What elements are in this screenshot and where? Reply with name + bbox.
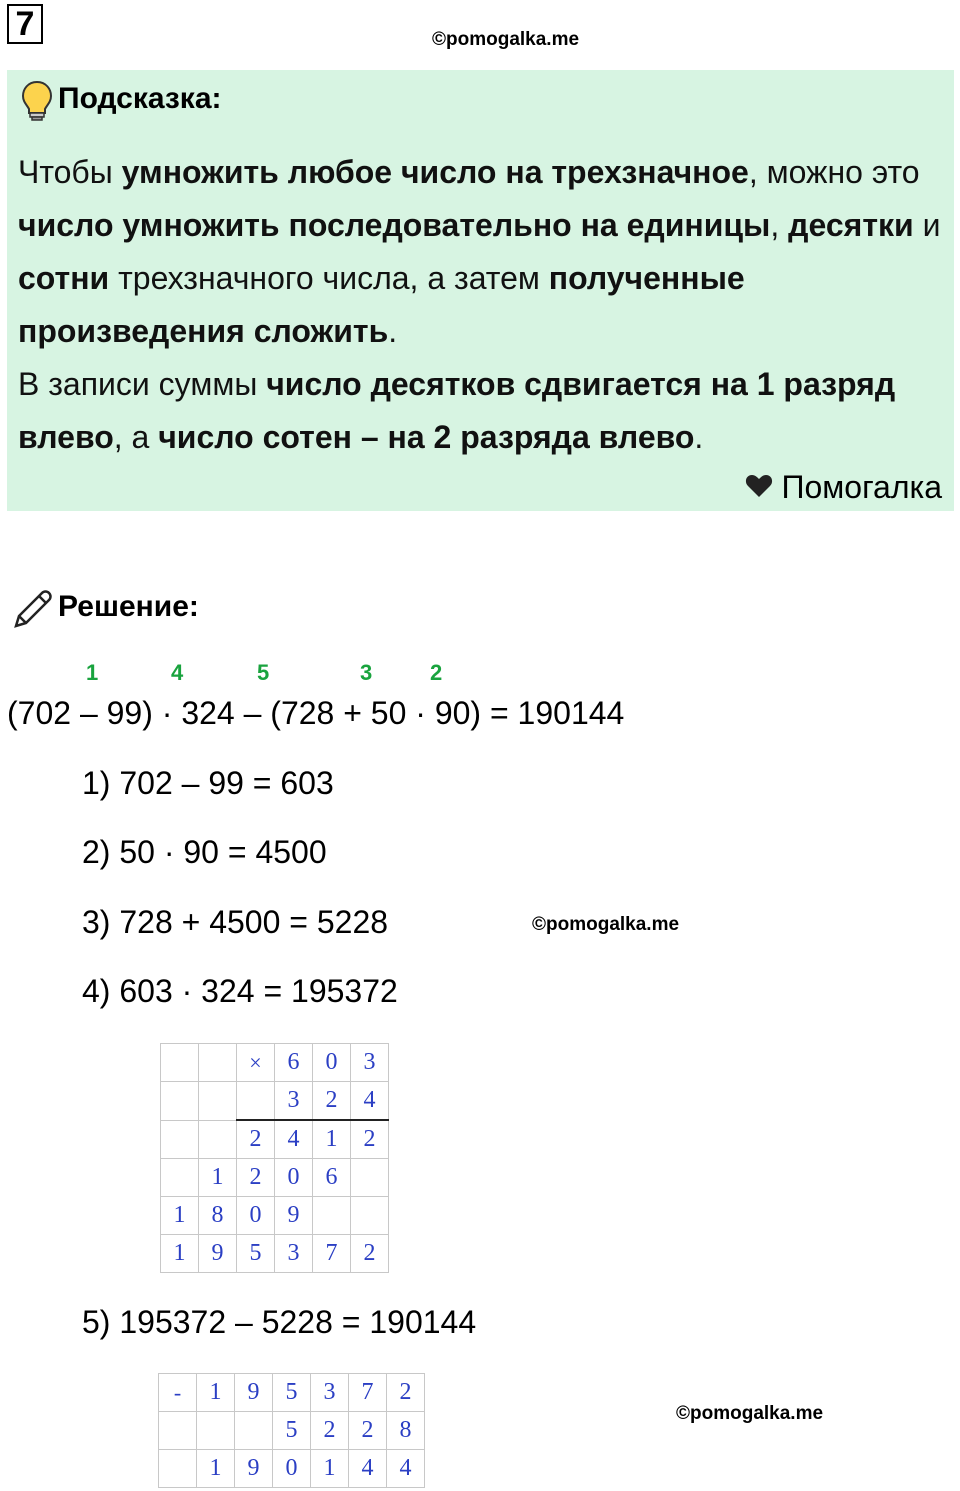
grid-cell: 4: [351, 1082, 389, 1121]
grid-cell: 3: [351, 1044, 389, 1082]
grid-cell: 0: [275, 1159, 313, 1197]
hint-run: .: [388, 313, 398, 349]
grid-cell: 2: [311, 1412, 349, 1450]
grid-cell: 1: [313, 1120, 351, 1159]
hint-run: число умножить последовательно на единицы: [18, 207, 771, 243]
grid-row: [161, 1082, 389, 1121]
hint-run: Чтобы: [18, 154, 122, 190]
order-mark-1: 1: [86, 660, 99, 685]
grid-row: [159, 1374, 425, 1412]
step-1: 1) 702 – 99 = 603: [82, 765, 334, 801]
hint-paragraph-2: [18, 358, 943, 464]
grid-cell: 2: [387, 1374, 425, 1412]
grid-cell: -: [159, 1374, 197, 1412]
grid-cell: 1: [311, 1450, 349, 1488]
grid-cell: 3: [275, 1082, 313, 1121]
watermark-middle: ©pomogalka.me: [532, 914, 680, 935]
grid-cell: 4: [349, 1450, 387, 1488]
grid-cell: 9: [275, 1197, 313, 1235]
grid-cell: 2: [349, 1412, 387, 1450]
step-3: 3) 728 + 4500 = 5228: [82, 904, 389, 940]
signature: [745, 469, 942, 506]
grid-cell: 1: [197, 1374, 235, 1412]
hint-run: ,: [770, 207, 789, 243]
grid-cell: 5: [273, 1412, 311, 1450]
grid-row: [161, 1044, 389, 1082]
hint-run: В записи суммы: [18, 366, 267, 402]
hint-text: [18, 146, 943, 464]
grid-cell: [161, 1159, 199, 1197]
grid-cell: 1: [199, 1159, 237, 1197]
grid-cell: 1: [161, 1235, 199, 1273]
grid-row: [161, 1235, 389, 1273]
hint-run: и: [913, 207, 941, 243]
step-5: 5) 195372 – 5228 = 190144: [82, 1304, 477, 1340]
grid-cell: 7: [349, 1374, 387, 1412]
grid-cell: [351, 1159, 389, 1197]
pencil-icon: [10, 588, 54, 637]
watermark-bottom: ©pomogalka.me: [676, 1403, 824, 1424]
lightbulb-icon: [20, 80, 54, 127]
order-mark-2: 4: [171, 660, 184, 685]
grid-cell: [235, 1412, 273, 1450]
grid-cell: 9: [199, 1235, 237, 1273]
hint-title: Подсказка:: [58, 82, 222, 115]
grid-cell: 5: [237, 1235, 275, 1273]
grid-cell: ×: [237, 1044, 275, 1082]
expression: (702 – 99) · 324 – (728 + 50 · 90) = 190144: [7, 695, 625, 731]
grid-cell: 2: [351, 1120, 389, 1159]
hint-run: умножить любое число на трехзначное: [121, 154, 749, 190]
grid-cell: 7: [313, 1235, 351, 1273]
grid-cell: 2: [351, 1235, 389, 1273]
grid-row: [161, 1197, 389, 1235]
signature-text: Помогалка: [781, 469, 942, 505]
grid-cell: [313, 1197, 351, 1235]
hint-run: , а: [113, 419, 159, 455]
grid-cell: [199, 1082, 237, 1121]
solution-title: Решение:: [58, 590, 199, 623]
subtraction-grid: [158, 1373, 425, 1488]
grid-cell: [161, 1044, 199, 1082]
grid-cell: 6: [275, 1044, 313, 1082]
task-number: 7: [7, 4, 43, 44]
order-mark-5: 2: [430, 660, 443, 685]
grid-cell: 0: [273, 1450, 311, 1488]
heart-icon: [745, 469, 773, 506]
grid-cell: [197, 1412, 235, 1450]
hint-run: число сотен – на 2 разряда влево: [158, 419, 695, 455]
step-4: 4) 603 · 324 = 195372: [82, 973, 398, 1009]
grid-cell: 6: [313, 1159, 351, 1197]
grid-cell: 9: [235, 1374, 273, 1412]
grid-row: [161, 1159, 389, 1197]
grid-cell: 0: [237, 1197, 275, 1235]
grid-row: [161, 1120, 389, 1159]
grid-cell: [351, 1197, 389, 1235]
grid-cell: 2: [237, 1120, 275, 1159]
grid-cell: 9: [235, 1450, 273, 1488]
step-2: 2) 50 · 90 = 4500: [82, 834, 327, 870]
grid-cell: 8: [387, 1412, 425, 1450]
grid-cell: 5: [273, 1374, 311, 1412]
grid-cell: 4: [387, 1450, 425, 1488]
grid-cell: [237, 1082, 275, 1121]
grid-row: [159, 1450, 425, 1488]
grid-row: [159, 1412, 425, 1450]
grid-cell: [199, 1044, 237, 1082]
watermark-top: ©pomogalka.me: [432, 29, 580, 50]
grid-cell: [159, 1450, 197, 1488]
grid-cell: 8: [199, 1197, 237, 1235]
hint-run: , можно это: [748, 154, 920, 190]
hint-run: .: [694, 419, 704, 455]
hint-paragraph-1: [18, 146, 943, 358]
hint-run: число десятков сдвигается на 1 разряд влево: [18, 366, 896, 455]
grid-cell: [199, 1120, 237, 1159]
hint-run: полученные произведения сложить: [18, 260, 745, 349]
grid-cell: 2: [237, 1159, 275, 1197]
grid-cell: [161, 1082, 199, 1121]
grid-cell: 1: [197, 1450, 235, 1488]
grid-cell: 3: [311, 1374, 349, 1412]
hint-run: сотни: [18, 260, 110, 296]
grid-cell: [161, 1120, 199, 1159]
grid-cell: 1: [161, 1197, 199, 1235]
grid-cell: [159, 1412, 197, 1450]
grid-cell: 2: [313, 1082, 351, 1121]
multiplication-grid: [160, 1043, 389, 1273]
grid-cell: 0: [313, 1044, 351, 1082]
hint-run: трехзначного числа, а затем: [109, 260, 549, 296]
hint-run: десятки: [788, 207, 914, 243]
order-mark-3: 5: [257, 660, 270, 685]
grid-cell: 4: [275, 1120, 313, 1159]
grid-cell: 3: [275, 1235, 313, 1273]
order-mark-4: 3: [360, 660, 373, 685]
